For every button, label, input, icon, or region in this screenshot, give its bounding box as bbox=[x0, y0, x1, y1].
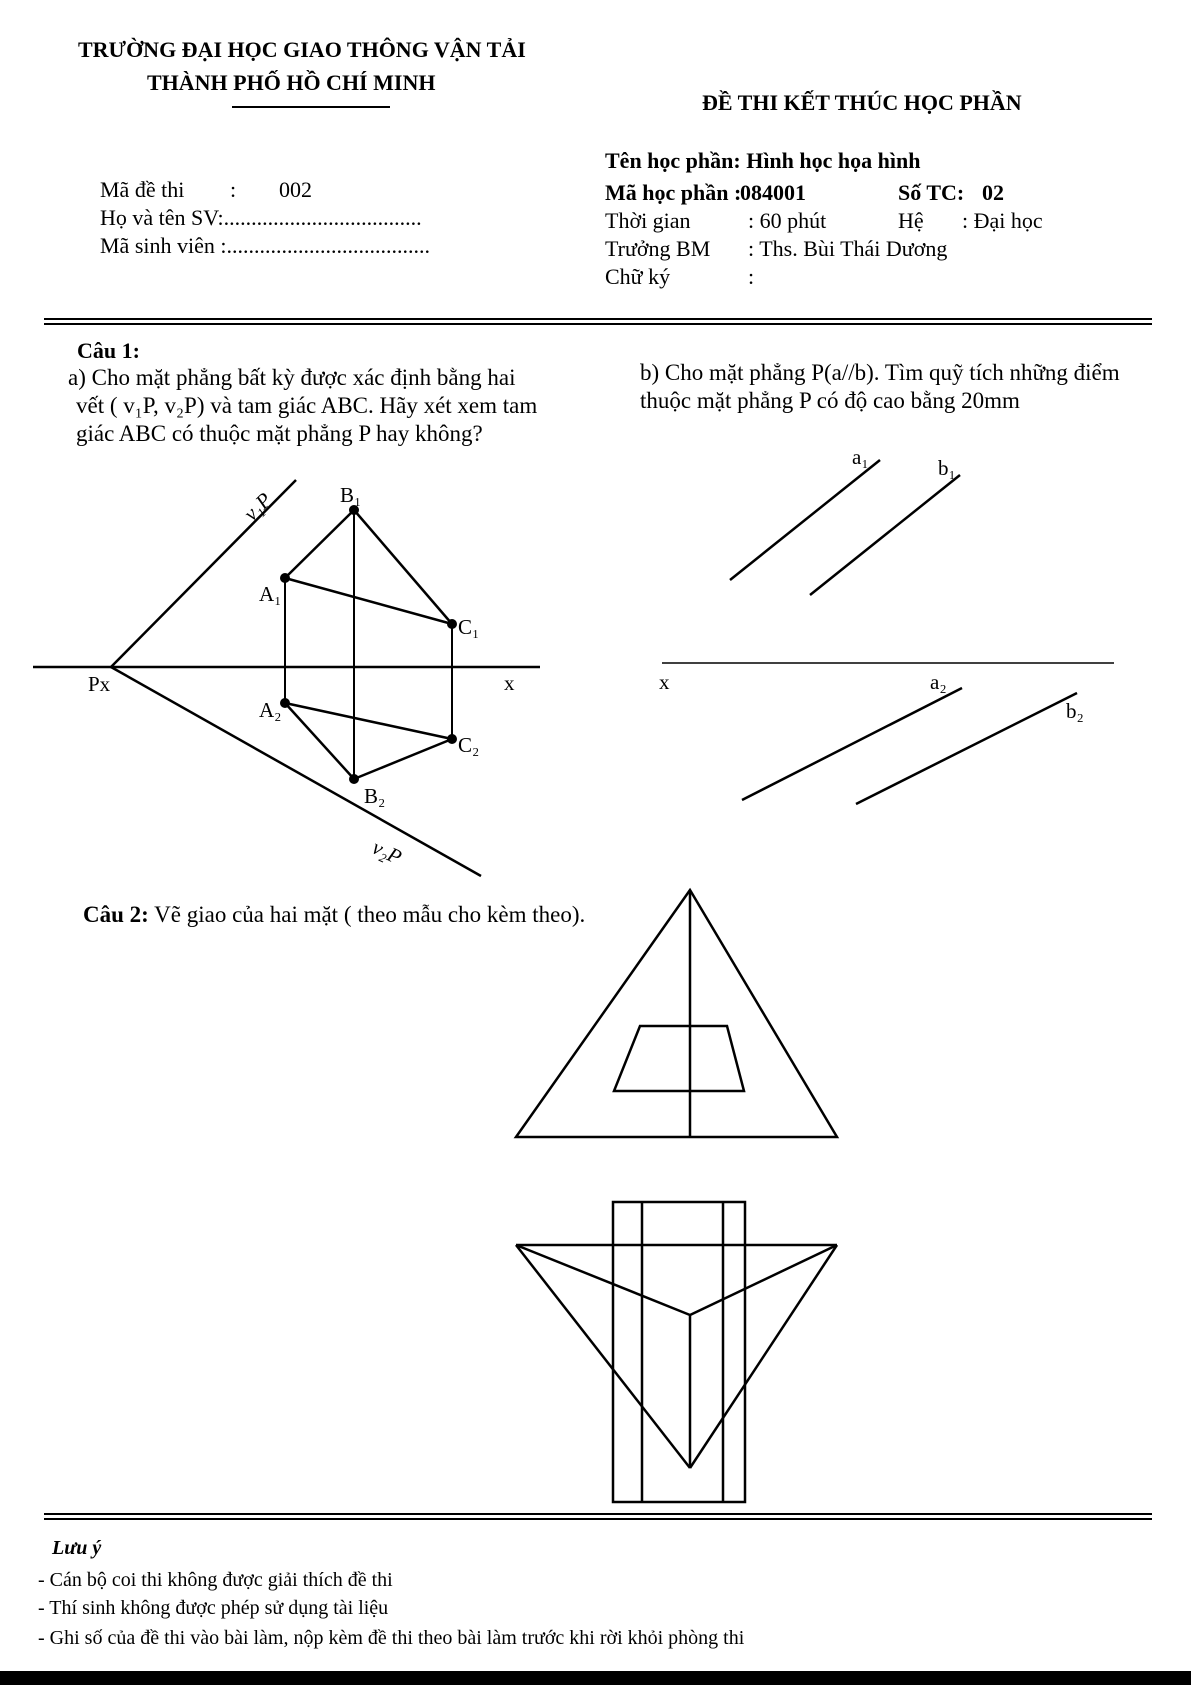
fig1b-label-a1: a₁ bbox=[852, 445, 869, 469]
question1a-line1: a) Cho mặt phẳng bất kỳ được xác định bằng hai bbox=[68, 365, 516, 390]
question2 bbox=[83, 902, 585, 928]
fig1b-line-a2 bbox=[742, 688, 962, 800]
exam-code-label: Mã đề thi bbox=[100, 177, 185, 202]
note-item-3: - Ghi số của đề thi vào bài làm, nộp kèm đề thi theo bài làm trước khi rời khỏi phòng thi bbox=[38, 1627, 745, 1649]
fig2-pyramid-right bbox=[690, 1245, 837, 1468]
fig1a-edge-a1b1 bbox=[285, 510, 354, 578]
note-item-2: - Thí sinh không được phép sử dụng tài liệu bbox=[38, 1597, 389, 1619]
note-item-1: - Cán bộ coi thi không được giải thích đề thi bbox=[38, 1569, 393, 1591]
fig1a-label-a1: A₁ bbox=[259, 582, 282, 606]
fig2-prism-outline bbox=[613, 1202, 745, 1502]
student-id-field: Mã sinh viên :..................................... bbox=[100, 233, 430, 258]
question1-title: Câu 1: bbox=[77, 338, 140, 363]
exam-code-separator: : bbox=[230, 177, 237, 202]
course-name: Tên học phần: Hình học họa hình bbox=[605, 148, 921, 173]
footer-rule-bottom bbox=[44, 1518, 1152, 1520]
fig1b-line-b2 bbox=[856, 693, 1077, 804]
fig1b-label-a2: a₂ bbox=[930, 670, 947, 694]
fig1a-point-c2 bbox=[447, 734, 457, 744]
figure-2-bottom bbox=[516, 1202, 837, 1502]
credits-value: 02 bbox=[982, 180, 1004, 205]
fig1a-point-c1 bbox=[447, 619, 457, 629]
fig1a-label-a2: A₂ bbox=[259, 698, 282, 722]
credits-label: Số TC: bbox=[898, 180, 965, 205]
question2-title: Câu 2: bbox=[83, 902, 149, 927]
page-bottom-edge bbox=[0, 1671, 1191, 1685]
signature-value: : bbox=[748, 264, 755, 289]
fig1a-label-b2: B₂ bbox=[364, 784, 386, 808]
fig1b-line-b1 bbox=[810, 475, 960, 595]
fig1a-point-b2 bbox=[349, 774, 359, 784]
question2-text: Vẽ giao của hai mặt ( theo mẫu cho kèm theo). bbox=[148, 902, 586, 927]
footer-rule-top bbox=[44, 1513, 1152, 1515]
fig2-trapezoid bbox=[614, 1026, 744, 1091]
notes-title: Lưu ý bbox=[52, 1537, 102, 1559]
fig2-pyramid-left bbox=[516, 1245, 690, 1468]
fig1a-label-c1: C₁ bbox=[458, 615, 480, 639]
fig1a-edge-b2c2 bbox=[354, 739, 452, 779]
fig1a-label-c2: C₂ bbox=[458, 733, 480, 757]
student-name-field: Họ và tên SV:.................................... bbox=[100, 205, 422, 230]
fig1a-point-a1 bbox=[280, 573, 290, 583]
question1b-line1: b) Cho mặt phẳng P(a//b). Tìm quỹ tích những điểm bbox=[640, 360, 1120, 385]
system-value: : Đại học bbox=[962, 208, 1043, 233]
course-code-label: Mã học phần : bbox=[605, 180, 742, 205]
exam-title: ĐỀ THI KẾT THÚC HỌC PHẦN bbox=[702, 90, 1022, 115]
question1a-line3: giác ABC có thuộc mặt phẳng P hay không? bbox=[76, 421, 483, 446]
fig1b-line-a1 bbox=[730, 460, 880, 580]
fig1a-edge-a1c1 bbox=[285, 578, 452, 624]
exam-code-value: 002 bbox=[279, 177, 312, 202]
system-label: Hệ bbox=[898, 208, 924, 233]
fig1a-trace-v2p bbox=[111, 667, 481, 876]
course-code-value: 084001 bbox=[740, 180, 806, 205]
fig1a-label-x: x bbox=[504, 671, 515, 695]
question1b-line2: thuộc mặt phẳng P có độ cao bằng 20mm bbox=[640, 388, 1020, 413]
time-label: Thời gian bbox=[605, 208, 691, 233]
fig1a-point-a2 bbox=[280, 698, 290, 708]
fig1a-edge-a2c2 bbox=[285, 703, 452, 739]
fig1a-label-b1: B₁ bbox=[340, 483, 362, 507]
fig1a-label-px: Px bbox=[88, 672, 111, 696]
time-value: : 60 phút bbox=[748, 208, 827, 233]
fig1a-label-v1p: v₁P bbox=[238, 487, 277, 526]
signature-label: Chữ ký bbox=[605, 264, 671, 289]
department-head-value: : Ths. Bùi Thái Dương bbox=[748, 236, 948, 261]
school-name-line1: TRƯỜNG ĐẠI HỌC GIAO THÔNG VẬN TẢI bbox=[78, 37, 526, 62]
fig1b-label-x: x bbox=[659, 670, 670, 694]
fig1b-label-b2: b₂ bbox=[1066, 699, 1084, 723]
fig1a-label-v2p: v₂P bbox=[368, 834, 406, 870]
fig1a-edge-b1c1 bbox=[354, 510, 452, 624]
question1a-line2: vết ( v₁P, v₂P) và tam giác ABC. Hãy xét xem tam bbox=[76, 393, 538, 418]
figure-1b bbox=[662, 460, 1114, 804]
school-name-line2: THÀNH PHỐ HỒ CHÍ MINH bbox=[147, 70, 436, 95]
fig1b-label-b1: b₁ bbox=[938, 456, 956, 480]
department-head-label: Trưởng BM bbox=[605, 236, 711, 261]
